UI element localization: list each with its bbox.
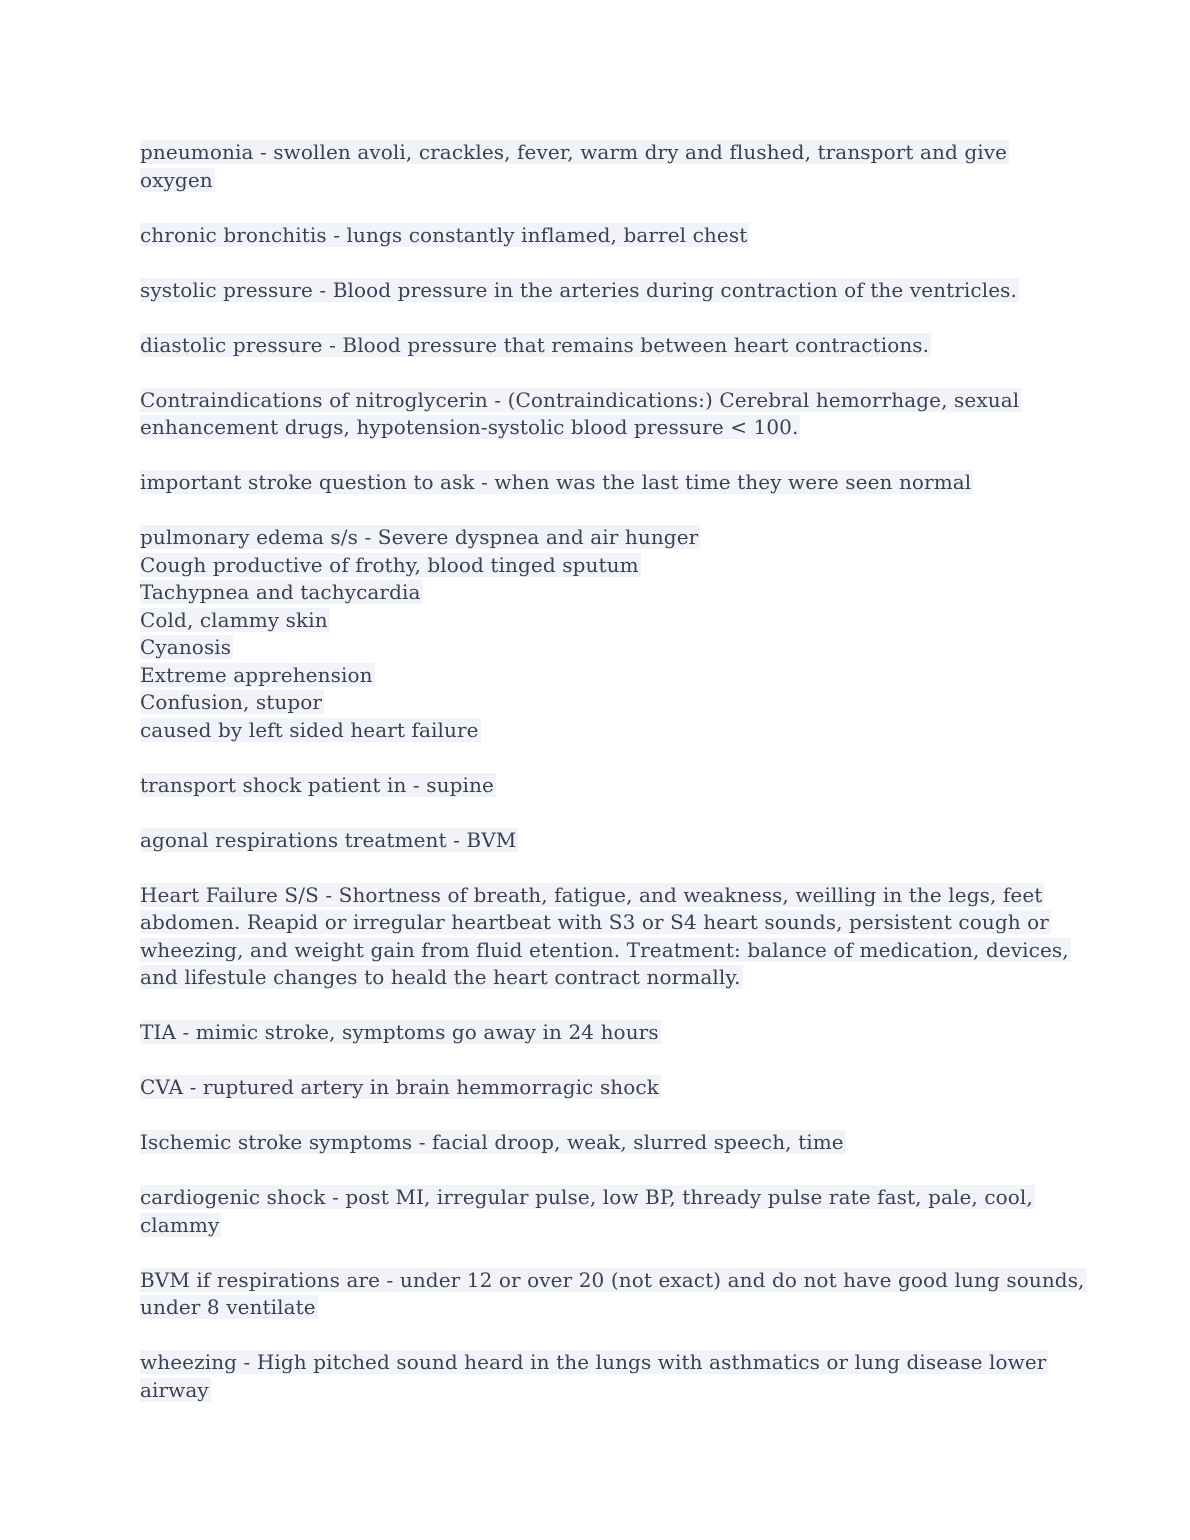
highlighted-line: abdomen. Reapid or irregular heartbeat with S3 or S4 heart sounds, persistent cough or (140, 910, 1049, 934)
note-paragraph (140, 1074, 1060, 1102)
highlighted-line: CVA - ruptured artery in brain hemmorragic shock (140, 1075, 659, 1099)
highlighted-line: important stroke question to ask - when was the last time they were seen normal (140, 470, 972, 494)
highlighted-line: agonal respirations treatment - BVM (140, 827, 517, 852)
highlighted-line: pulmonary edema s/s - Severe dyspnea and air hunger (140, 525, 699, 549)
note-paragraph (140, 387, 1060, 442)
note-paragraph (140, 139, 1060, 194)
highlighted-line: Ischemic stroke symptoms - facial droop, weak, slurred speech, time (140, 1130, 844, 1154)
highlighted-line: and lifestule changes to heald the heart contract normally. (140, 965, 741, 989)
note-paragraph (140, 222, 1060, 250)
highlighted-line: Heart Failure S/S - Shortness of breath, fatigue, and weakness, weilling in the legs, feet (140, 882, 1043, 907)
note-paragraph (140, 1349, 1060, 1404)
highlighted-line: wheezing - High pitched sound heard in the lungs with asthmatics or lung disease lower (140, 1350, 1047, 1374)
highlighted-line: systolic pressure - Blood pressure in the arteries during contraction of the ventricles. (140, 277, 1017, 302)
highlighted-line: caused by left sided heart failure (140, 717, 479, 742)
note-paragraph (140, 1129, 1060, 1157)
note-paragraph (140, 882, 1069, 992)
note-paragraph (140, 827, 1060, 855)
highlighted-line: chronic bronchitis - lungs constantly inflamed, barrel chest (140, 222, 748, 247)
highlighted-line: Contraindications of nitroglycerin - (Contraindications:) Cerebral hemorrhage, sexual (140, 387, 1020, 412)
note-paragraph (140, 1267, 1085, 1322)
highlighted-line: diastolic pressure - Blood pressure that remains between heart contractions. (140, 332, 930, 357)
highlighted-line: under 8 ventilate (140, 1295, 316, 1319)
highlighted-line: clammy (140, 1212, 220, 1237)
highlighted-line: BVM if respirations are - under 12 or over 20 (not exact) and do not have good lung sounds, (140, 1267, 1085, 1292)
highlighted-line: TIA - mimic stroke, symptoms go away in 24 hours (140, 1020, 659, 1044)
note-paragraph (140, 469, 1060, 497)
highlighted-line: enhancement drugs, hypotension-systolic blood pressure < 100. (140, 415, 799, 439)
highlighted-line: transport shock patient in - supine (140, 772, 494, 797)
highlighted-line: oxygen (140, 167, 213, 192)
note-paragraph (140, 1184, 1060, 1239)
highlighted-line: Cough productive of frothy, blood tinged sputum (140, 552, 639, 577)
note-paragraph (140, 524, 1060, 744)
highlighted-line: wheezing, and weight gain from fluid etention. Treatment: balance of medication, devices, (140, 937, 1069, 962)
note-paragraph (140, 1019, 1060, 1047)
highlighted-line: Cold, clammy skin (140, 607, 328, 632)
document-body (140, 139, 1085, 1404)
highlighted-line: Extreme apprehension (140, 662, 373, 687)
note-paragraph (140, 332, 1060, 360)
highlighted-line: Cyanosis (140, 635, 232, 659)
highlighted-line: cardiogenic shock - post MI, irregular pulse, low BP, thready pulse rate fast, pale, cool, (140, 1185, 1033, 1209)
highlighted-line: Tachypnea and tachycardia (140, 580, 421, 604)
highlighted-line: airway (140, 1377, 209, 1402)
highlighted-line: Confusion, stupor (140, 690, 323, 714)
note-paragraph (140, 277, 1060, 305)
highlighted-line: pneumonia - swollen avoli, crackles, fever, warm dry and flushed, transport and give (140, 140, 1008, 164)
note-paragraph (140, 772, 1060, 800)
